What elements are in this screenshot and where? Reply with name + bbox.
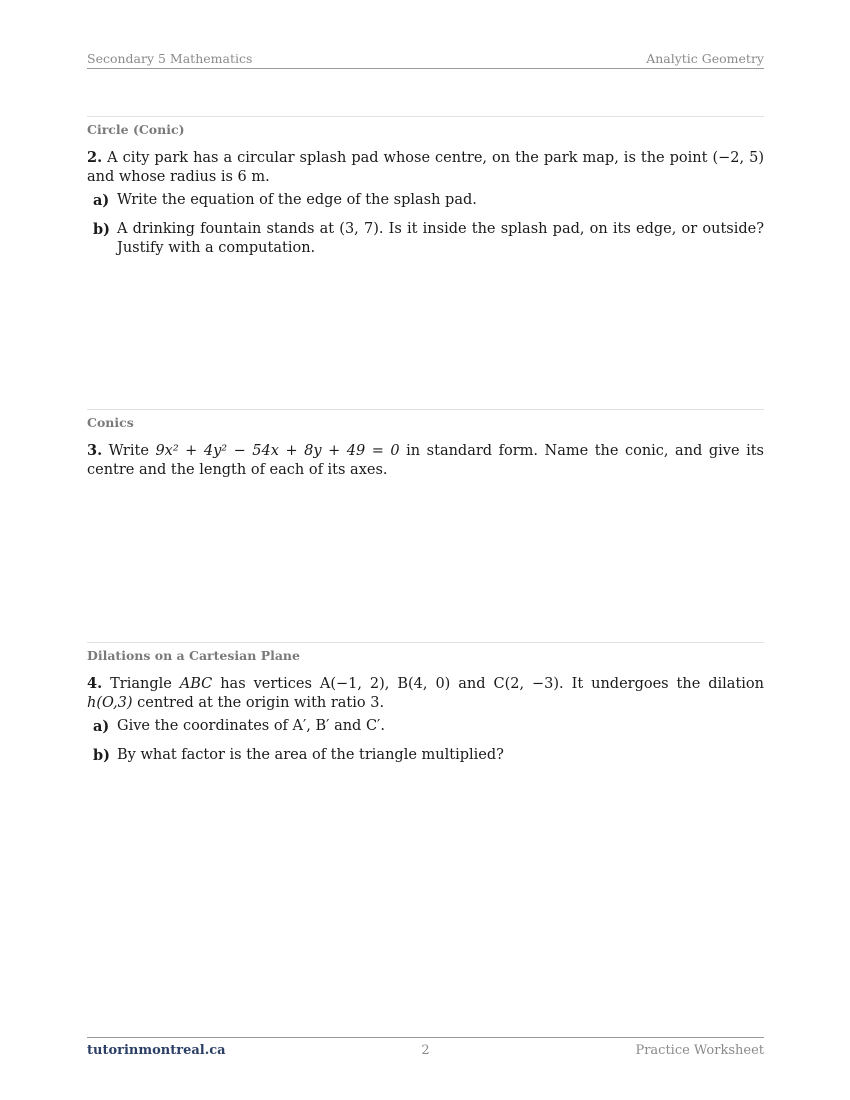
section-divider [87,642,764,643]
section-dilations [87,642,764,775]
part-text: By what factor is the area of the triangle multiplied? [117,747,504,763]
dilation-notation: h(O,3) [87,695,133,711]
problem-statement-post: in standard form. Name the conic, and give its centre and the length of each of its axes. [87,443,764,478]
part-b [87,746,764,765]
part-text: Give the coordinates of A′, B′ and C′. [117,718,385,734]
section-circle [87,116,764,268]
part-label: b) [93,747,110,764]
problem-statement-post: centred at the origin with ratio 3. [132,695,385,711]
problem-statement-mid: has vertices A(−1, 2), B(4, 0) and C(2, −3). It undergoes the dilation [212,676,764,692]
problem-statement-pre: Triangle [110,676,180,692]
problem-number: 2. [87,149,103,166]
part-a [87,717,764,736]
problem-number: 4. [87,675,103,692]
part-label: a) [93,718,110,735]
problem-statement: A city park has a circular splash pad whose centre, on the park map, is the point (−2, 5) and whose radius is 6 m. [87,150,765,185]
part-text: Write the equation of the edge of the splash pad. [117,192,477,208]
problem-parts [87,191,764,258]
part-label: b) [93,221,110,238]
problem-number: 3. [87,442,103,459]
part-text: A drinking fountain stands at (3, 7). Is it inside the splash pad, on its edge, or outside? Justify with a computation. [117,221,764,256]
part-b [87,220,764,258]
header-course: Secondary 5 Mathematics [87,51,253,66]
section-title: Dilations on a Cartesian Plane [87,648,300,663]
section-divider [87,409,764,410]
problem-4 [87,674,764,713]
page-footer [87,1037,764,1058]
section-title: Circle (Conic) [87,122,185,137]
conic-equation: 9x² + 4y² − 54x + 8y + 49 = 0 [155,443,400,459]
part-label: a) [93,192,110,209]
problem-parts [87,717,764,765]
part-a [87,191,764,210]
section-divider [87,116,764,117]
page-header [87,51,764,69]
page-number: 2 [421,1043,430,1058]
worksheet-page [87,0,764,1100]
triangle-name: ABC [179,676,213,692]
problem-3 [87,441,764,480]
footer-doc-type: Practice Worksheet [635,1043,764,1058]
section-title: Conics [87,415,134,430]
footer-site-link[interactable]: tutorinmontreal.ca [87,1043,226,1058]
section-conics [87,409,764,480]
problem-statement-pre: Write [108,443,156,459]
header-topic: Analytic Geometry [646,51,764,66]
problem-2 [87,148,764,187]
